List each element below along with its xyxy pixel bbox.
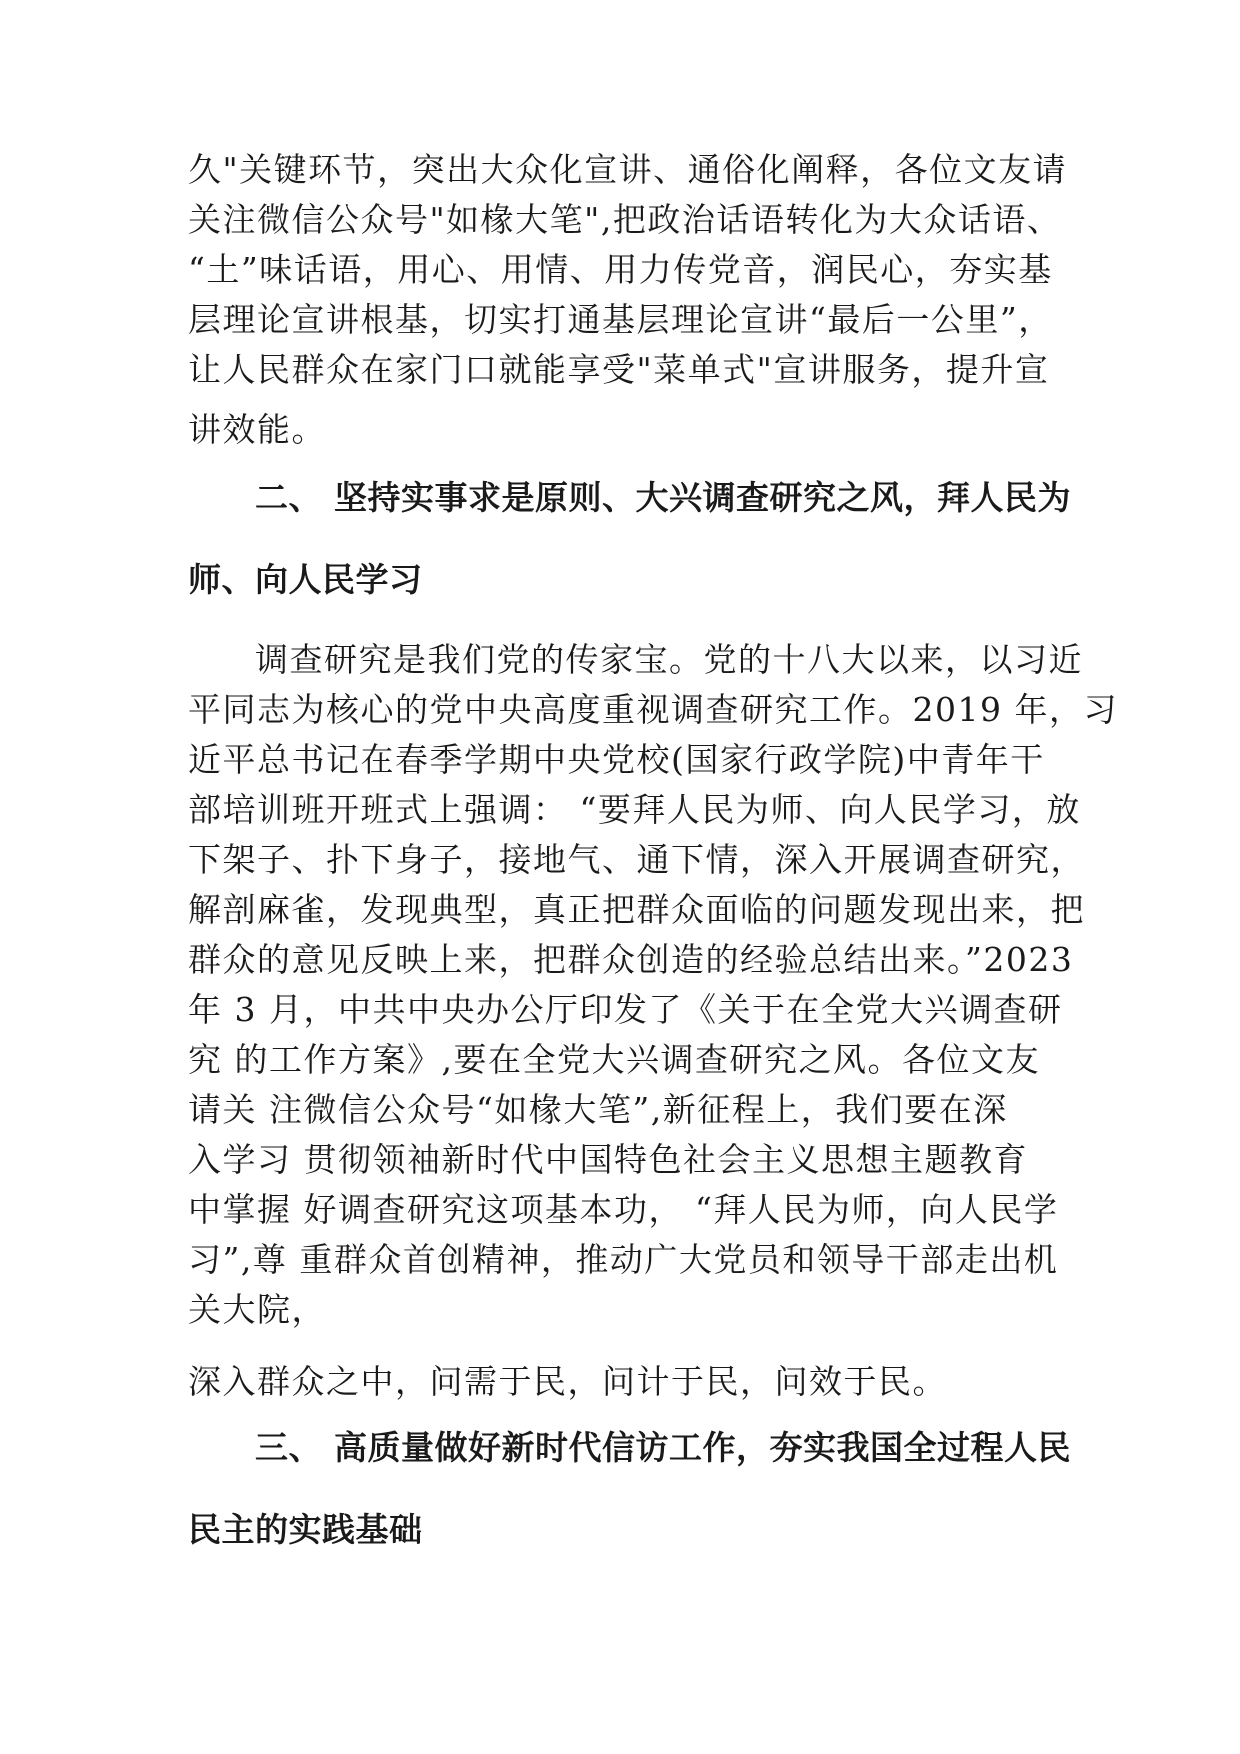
paragraph-line: 群众的意见反映上来，把群众创造的经验总结出来。”2023: [188, 940, 1074, 979]
paragraph-line: 调查研究是我们党的传家宝。党的十八大以来，以习近: [255, 640, 1083, 679]
paragraph-line: 近平总书记在春季学期中央党校(国家行政学院)中青年干: [188, 740, 1045, 779]
paragraph-line: 关注微信公众号"如椽大笔",把政治话语转化为大众话语、: [188, 200, 1062, 239]
paragraph-line: “土”味话语，用心、用情、用力传党音，润民心，夯实基: [188, 250, 1053, 289]
paragraph-line: 久"关键环节，突出大众化宣讲、通俗化阐释，各位文友请: [188, 150, 1068, 189]
section-heading-3: 三、 高质量做好新时代信访工作，夯实我国全过程人民: [255, 1428, 1071, 1467]
paragraph-line: 下架子、扑下身子，接地气、通下情，深入开展调查研究，: [188, 840, 1085, 879]
paragraph-line: 年 3 月，中共中央办公厅印发了《关于在全党大兴调查研: [188, 990, 1063, 1029]
paragraph-line: 中掌握 好调查研究这项基本功， “拜人民为师，向人民学: [188, 1190, 1059, 1229]
paragraph-line: 解剖麻雀，发现典型，真正把群众面临的问题发现出来，把: [188, 890, 1085, 929]
paragraph-line: 深入群众之中，问需于民，问计于民，问效于民。: [188, 1362, 947, 1401]
paragraph-line: 入学习 贯彻领袖新时代中国特色社会主义思想主题教育: [188, 1140, 1028, 1179]
paragraph-line: 平同志为核心的党中央高度重视调查研究工作。2019 年，习: [188, 690, 1118, 729]
section-heading-2-continued: 师、向人民学习: [188, 560, 423, 599]
paragraph-line: 究 的工作方案》,要在全党大兴调查研究之风。各位文友: [188, 1040, 1040, 1079]
paragraph-line: 关大院，: [188, 1290, 326, 1329]
section-heading-2: 二、 坚持实事求是原则、大兴调查研究之风，拜人民为: [255, 478, 1071, 517]
section-heading-3-continued: 民主的实践基础: [188, 1510, 423, 1549]
paragraph-line: 习”,尊 重群众首创精神，推动广大党员和领导干部走出机: [188, 1240, 1059, 1279]
paragraph-line: 讲效能。: [188, 410, 326, 449]
paragraph-line: 让人民群众在家门口就能享受"菜单式"宣讲服务，提升宣: [188, 350, 1050, 389]
paragraph-line: 层理论宣讲根基，切实打通基层理论宣讲“最后一公里”，: [188, 300, 1053, 339]
paragraph-line: 请关 注微信公众号“如椽大笔”,新征程上，我们要在深: [188, 1090, 1008, 1129]
paragraph-line: 部培训班开班式上强调： “要拜人民为师、向人民学习，放: [188, 790, 1081, 829]
